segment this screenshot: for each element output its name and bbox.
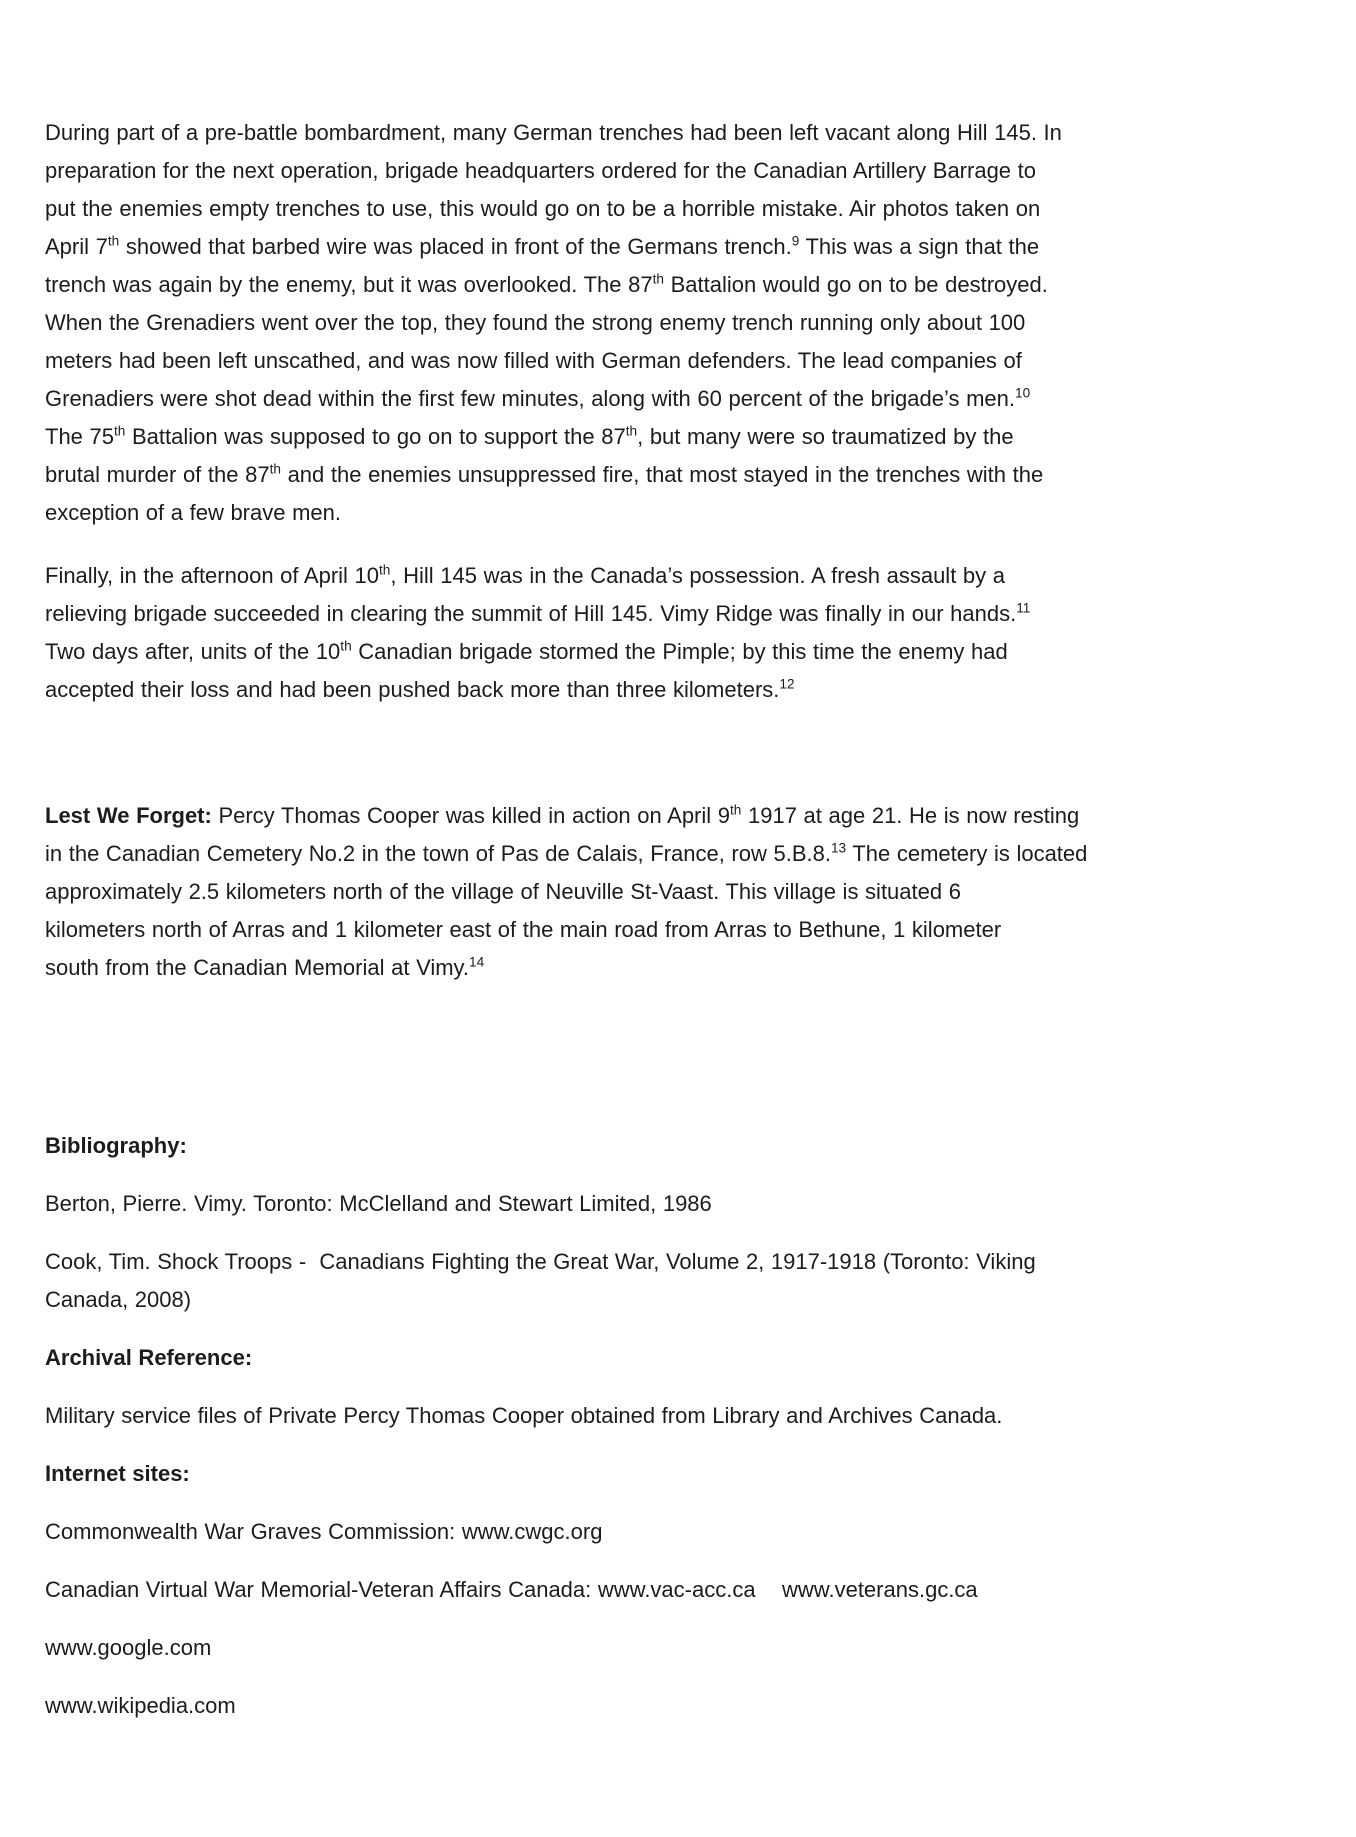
text-run: put the enemies empty trenches to use, this would go on to be a horrible mistake. Air photos taken on	[45, 196, 1041, 221]
heading-archival-reference	[45, 1339, 1324, 1377]
text-run: Percy Thomas Cooper was killed in action on April 9	[211, 803, 731, 828]
text-run: in the Canadian Cemetery No.2 in the town of Pas de Calais, France, row 5.B.8.	[45, 841, 831, 866]
footnote-superscript: th	[625, 423, 638, 439]
text-run: When the Grenadiers went over the top, they found the strong enemy trench running only about 100	[45, 310, 1026, 335]
text-run: Battalion would go on to be destroyed.	[663, 272, 1048, 297]
text-run: The 75	[45, 424, 114, 449]
internet-site-google	[45, 1629, 1324, 1667]
internet-site-vac	[45, 1571, 1324, 1609]
text-run: Canadian brigade stormed the Pimple; by this time the enemy had	[351, 639, 1008, 664]
text-run: brutal murder of the 87	[45, 462, 270, 487]
bold-text: Lest We Forget:	[45, 803, 212, 828]
footnote-superscript: 13	[830, 840, 847, 856]
footnote-superscript: 11	[1016, 600, 1031, 616]
text-run: The cemetery is located	[846, 841, 1088, 866]
heading-internet-sites	[45, 1455, 1324, 1493]
text-run: approximately 2.5 kilometers north of the village of Neuville St-Vaast. This village is situated 6	[45, 879, 961, 904]
text-run: and the enemies unsuppressed fire, that most stayed in the trenches with the	[280, 462, 1044, 487]
text-run: April 7	[45, 234, 108, 259]
footnote-superscript: 10	[1015, 385, 1031, 401]
footnote-superscript: th	[730, 802, 742, 818]
footnote-superscript: 14	[469, 954, 485, 970]
heading-bibliography	[45, 1127, 1324, 1165]
footnote-superscript: th	[107, 233, 120, 249]
text-run: kilometers north of Arras and 1 kilometer east of the main road from Arras to Bethune, 1 kilometer	[45, 917, 1002, 942]
text-run: Cook, Tim. Shock Troops - Canadians Fighting the Great War, Volume 2, 1917-1918 (Toronto: Viking	[45, 1249, 1036, 1274]
text-run: , but many were so traumatized by the	[637, 424, 1014, 449]
internet-site-cwgc	[45, 1513, 1324, 1551]
bib-entry-cook	[45, 1243, 1324, 1319]
footnote-superscript: 9	[791, 233, 800, 249]
text-run: accepted their loss and had been pushed back more than three kilometers.	[45, 677, 780, 702]
bold-text: Internet sites:	[45, 1461, 190, 1486]
text-run: Military service files of Private Percy Thomas Cooper obtained from Library and Archives Canada.	[45, 1403, 1003, 1428]
text-run: exception of a few brave men.	[45, 500, 341, 525]
text-run: Canadian Virtual War Memorial-Veteran Affairs Canada: www.vac-acc.ca www.veterans.gc.ca	[45, 1577, 978, 1602]
text-run: south from the Canadian Memorial at Vimy.	[45, 955, 470, 980]
text-run: 1917 at age 21. He is now resting	[741, 803, 1080, 828]
text-run: This was a sign that the	[799, 234, 1040, 259]
text-run: relieving brigade succeeded in clearing the summit of Hill 145. Vimy Ridge was finally in our hands.	[45, 601, 1017, 626]
footnote-superscript: th	[340, 638, 352, 654]
bold-text: Bibliography:	[45, 1133, 187, 1158]
text-run: Finally, in the afternoon of April 10	[45, 563, 380, 588]
archival-entry-service-files	[45, 1397, 1324, 1435]
footnote-superscript: th	[652, 271, 664, 287]
text-run: Commonwealth War Graves Commission: www.cwgc.org	[45, 1519, 603, 1544]
footnote-superscript: th	[269, 461, 281, 477]
paragraph-hill-145-capture	[45, 557, 1324, 709]
text-run: , Hill 145 was in the Canada’s possession. A fresh assault by a	[390, 563, 1005, 588]
text-run: preparation for the next operation, brigade headquarters ordered for the Canadian Artillery Barrage to	[45, 158, 1036, 183]
text-run: During part of a pre-battle bombardment, many German trenches had been left vacant along Hill 145. In	[45, 120, 1062, 145]
footnote-superscript: th	[114, 423, 126, 439]
bib-entry-berton	[45, 1185, 1324, 1223]
footnote-superscript: th	[379, 562, 391, 578]
text-run: meters had been left unscathed, and was now filled with German defenders. The lead companies of	[45, 348, 1022, 373]
text-run: trench was again by the enemy, but it was overlooked. The 87	[45, 272, 653, 297]
bold-text: Archival Reference:	[45, 1345, 253, 1370]
text-run: Berton, Pierre. Vimy. Toronto: McClelland and Stewart Limited, 1986	[45, 1191, 712, 1216]
text-run: Two days after, units of the 10	[45, 639, 341, 664]
text-run: showed that barbed wire was placed in front of the Germans trench.	[119, 234, 792, 259]
paragraph-lest-we-forget	[45, 797, 1324, 987]
text-run: www.google.com	[45, 1635, 212, 1660]
footnote-superscript: 12	[779, 676, 795, 692]
internet-site-wikipedia	[45, 1687, 1324, 1725]
text-run: Grenadiers were shot dead within the first few minutes, along with 60 percent of the brigade’s men.	[45, 386, 1016, 411]
text-run: Canada, 2008)	[45, 1287, 192, 1312]
text-run: www.wikipedia.com	[45, 1693, 236, 1718]
text-run: Battalion was supposed to go on to support the 87	[125, 424, 626, 449]
paragraph-bombardment	[45, 114, 1324, 532]
